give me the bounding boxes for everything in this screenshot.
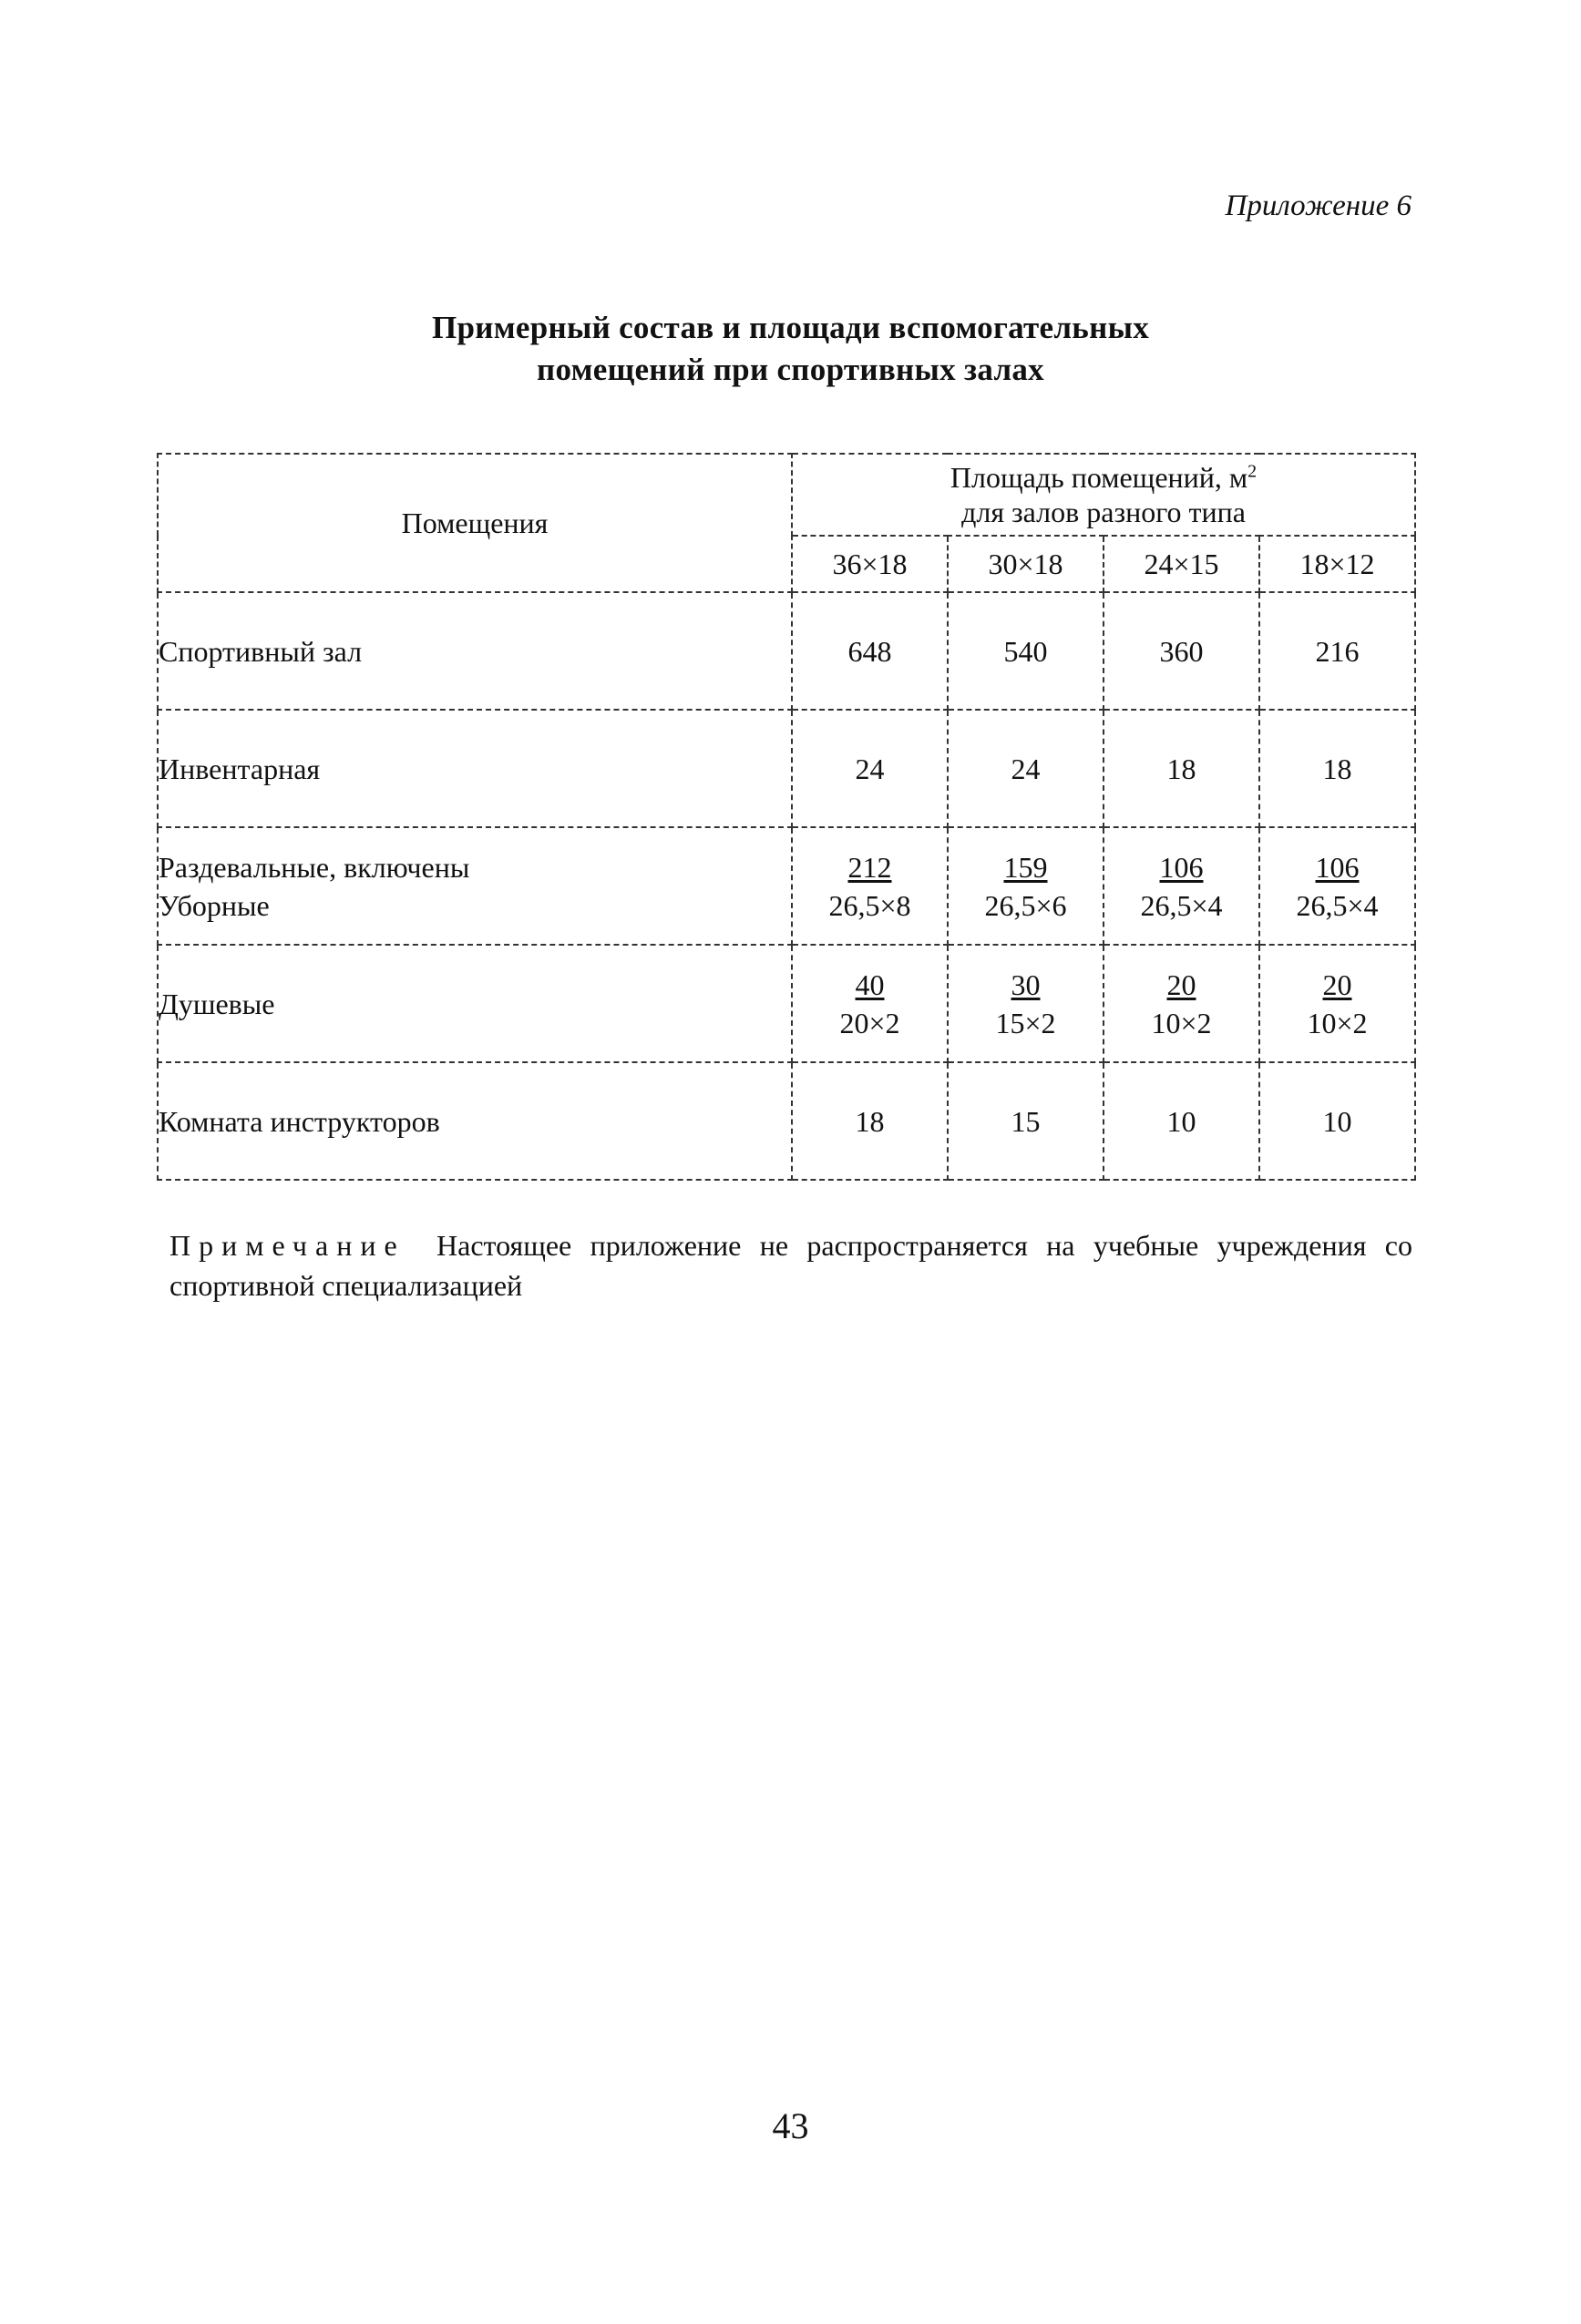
row-name-line-1: Раздевальные, включены: [159, 850, 470, 884]
header-area-line-2: для залов разного типа: [961, 496, 1246, 528]
cell-total: 159: [1003, 850, 1048, 884]
cell-fraction: [1104, 827, 1259, 945]
cell-value: 18: [792, 1062, 948, 1180]
header-area-sup: 2: [1247, 461, 1258, 482]
cell-breakdown: 20×2: [839, 1006, 900, 1039]
table-row: [158, 592, 1415, 710]
cell-fraction: [1259, 827, 1415, 945]
cell-fraction: [948, 827, 1104, 945]
cell-fraction: [792, 945, 948, 1062]
cell-value: 18: [1259, 710, 1415, 827]
cell-breakdown: 26,5×8: [828, 888, 911, 922]
title-line-2: помещений при спортивных залах: [537, 352, 1044, 387]
title-line-1: Примерный состав и площади вспомогательных: [431, 310, 1150, 345]
cell-fraction: [948, 945, 1104, 1062]
cell-value: 15: [948, 1062, 1104, 1180]
cell-breakdown: 10×2: [1151, 1006, 1212, 1039]
row-name-line-2: Уборные: [159, 888, 270, 922]
cell-total: 30: [1011, 967, 1041, 1001]
row-name: [158, 827, 792, 945]
row-name: Инвентарная: [158, 710, 792, 827]
cell-breakdown: 15×2: [995, 1006, 1056, 1039]
cell-total: 20: [1166, 967, 1196, 1001]
cell-value: 18: [1104, 710, 1259, 827]
appendix-label: Приложение 6: [1225, 189, 1412, 222]
cell-value: 648: [792, 592, 948, 710]
table-row: [158, 827, 1415, 945]
cell-breakdown: 10×2: [1307, 1006, 1368, 1039]
cell-value: 360: [1104, 592, 1259, 710]
page-number: 43: [772, 2105, 809, 2146]
row-name: Комната инструкторов: [158, 1062, 792, 1180]
cell-value: 24: [792, 710, 948, 827]
cell-breakdown: 26,5×4: [1296, 888, 1379, 922]
rooms-area-table: [157, 453, 1416, 1181]
table-title: [0, 307, 1581, 391]
header-hall-size: 30×18: [948, 536, 1104, 592]
cell-fraction: [1259, 945, 1415, 1062]
row-name: Душевые: [158, 945, 792, 1062]
cell-value: 10: [1104, 1062, 1259, 1180]
header-area: [792, 454, 1415, 536]
cell-value: 540: [948, 592, 1104, 710]
note-text: Настоящее приложение не распространяется на учебные учреждения со спортивной специализацией: [169, 1229, 1413, 1302]
cell-total: 106: [1159, 850, 1204, 884]
cell-total: 106: [1315, 850, 1360, 884]
cell-total: 20: [1322, 967, 1352, 1001]
cell-value: 10: [1259, 1062, 1415, 1180]
table-row: [158, 1062, 1415, 1180]
cell-fraction: [1104, 945, 1259, 1062]
cell-fraction: [792, 827, 948, 945]
header-hall-size: 18×12: [1259, 536, 1415, 592]
cell-value: 24: [948, 710, 1104, 827]
header-rooms: Помещения: [158, 454, 792, 592]
cell-value: 216: [1259, 592, 1415, 710]
header-hall-size: 36×18: [792, 536, 948, 592]
cell-breakdown: 26,5×4: [1140, 888, 1223, 922]
cell-total: 212: [847, 850, 892, 884]
note-label: Примечание: [169, 1229, 406, 1262]
header-area-line-1: Площадь помещений, м: [950, 461, 1248, 494]
note: [169, 1225, 1412, 1305]
row-name: Спортивный зал: [158, 592, 792, 710]
table-row: [158, 710, 1415, 827]
table-row: [158, 945, 1415, 1062]
cell-total: 40: [855, 967, 885, 1001]
cell-breakdown: 26,5×6: [984, 888, 1067, 922]
header-hall-size: 24×15: [1104, 536, 1259, 592]
